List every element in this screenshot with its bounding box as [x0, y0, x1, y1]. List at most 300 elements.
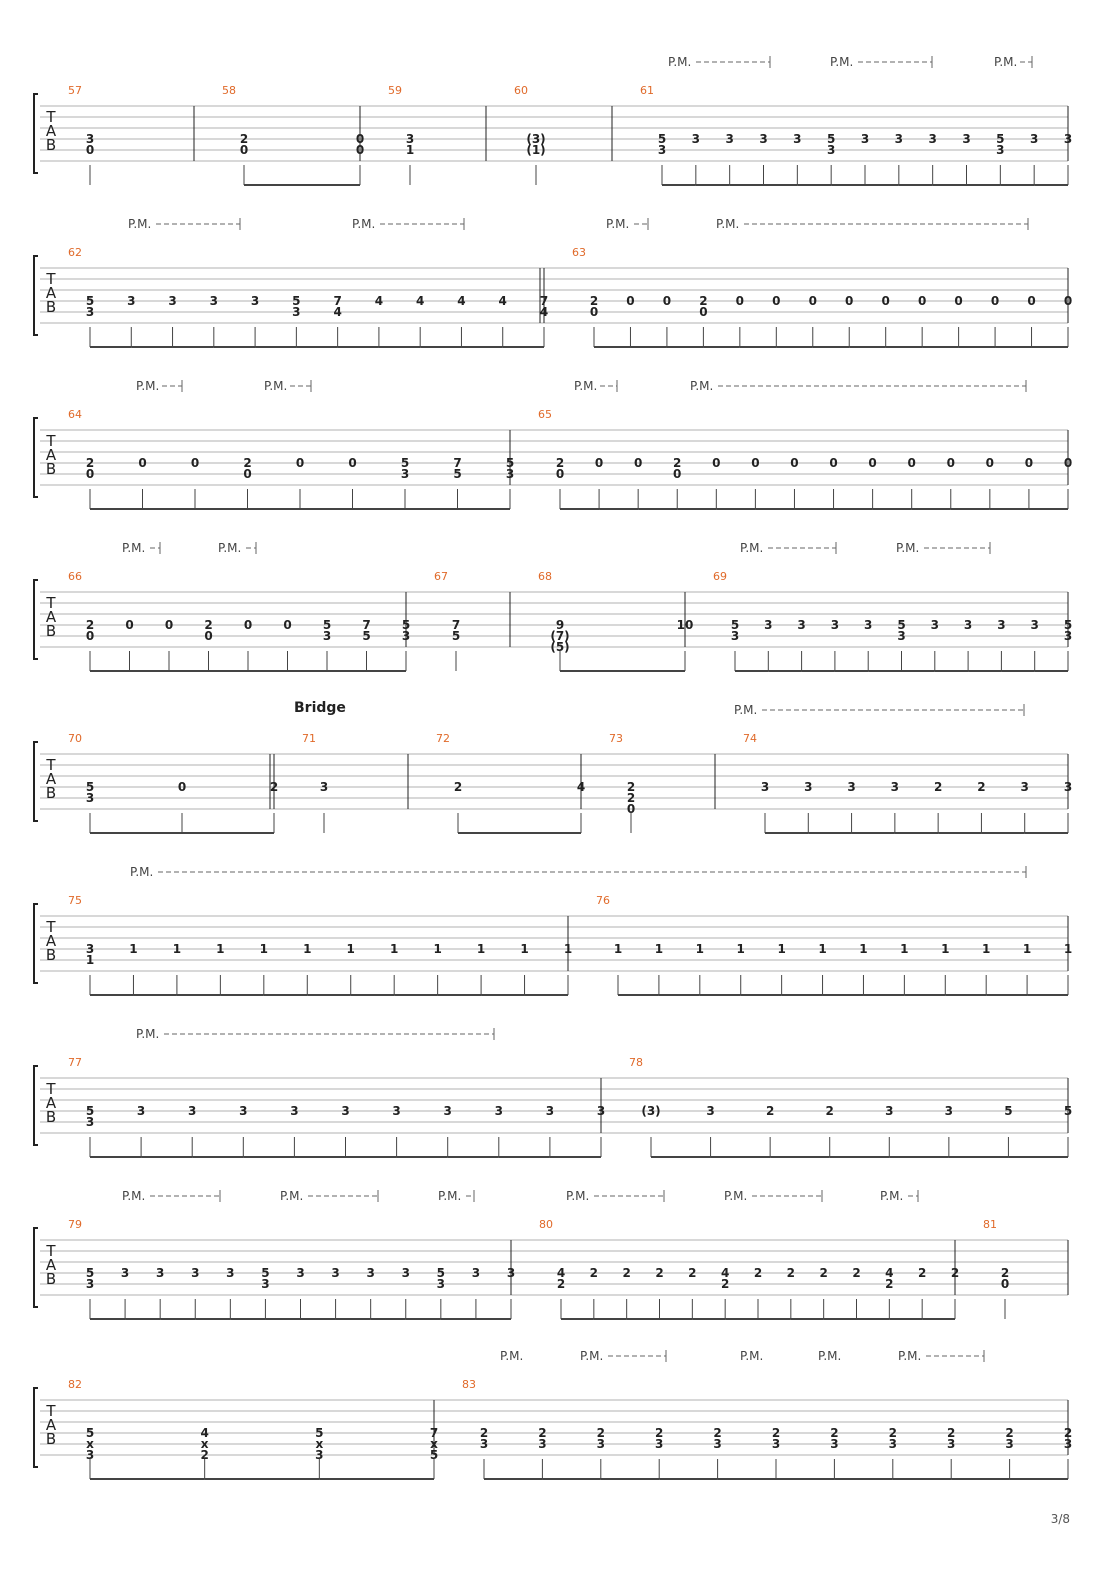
measure-number: 66	[68, 570, 82, 583]
fret-number: 2	[479, 1426, 489, 1440]
fret-number: 0	[699, 305, 708, 319]
measure-number: 61	[640, 84, 654, 97]
fret-number: 0	[633, 456, 643, 470]
fret-number: 0	[1027, 294, 1036, 308]
tab-clef-letter: T	[46, 1242, 56, 1260]
fret-number: 4	[720, 1266, 730, 1280]
measure-number: 78	[629, 1056, 643, 1069]
fret-number: 10	[676, 618, 694, 632]
fret-number: 2	[589, 1266, 599, 1280]
fret-number: 3	[860, 132, 870, 146]
measure-number: 83	[462, 1378, 476, 1391]
fret-number: 0	[845, 294, 854, 308]
measure-number: 82	[68, 1378, 82, 1391]
fret-number: 0	[125, 618, 134, 632]
fret-number: 1	[433, 942, 442, 956]
fret-number: 3	[1063, 780, 1073, 794]
fret-number: 3	[319, 780, 329, 794]
fret-number: 3	[471, 1266, 481, 1280]
fret-number: 7	[429, 1426, 439, 1440]
fret-number: 3	[85, 1115, 95, 1129]
fret-number: 5	[730, 618, 740, 632]
fret-number: 3	[730, 629, 740, 643]
fret-number: 0	[954, 294, 963, 308]
fret-number: 5	[826, 132, 836, 146]
fret-number: 3	[947, 1437, 956, 1451]
fret-number: 0	[555, 467, 565, 481]
fret-number: 1	[520, 942, 529, 956]
system-bracket	[34, 418, 38, 497]
fret-number: 3	[136, 1104, 146, 1118]
fret-number: 0	[164, 618, 174, 632]
fret-number: 3	[85, 305, 95, 319]
fret-number: 5	[85, 1104, 95, 1118]
fret-number: 3	[85, 132, 95, 146]
fret-number: 2	[269, 780, 279, 794]
fret-number: 3	[400, 467, 410, 481]
fret-number: 0	[868, 456, 877, 470]
palm-mute-label: P.M.	[740, 1349, 764, 1363]
fret-number: 3	[764, 618, 773, 632]
fret-number: 3	[890, 780, 900, 794]
fret-number: 0	[1063, 294, 1073, 308]
fret-number: 2	[1063, 1426, 1073, 1440]
fret-number: 2	[933, 780, 943, 794]
fret-number: 1	[818, 942, 827, 956]
fret-number: 5	[505, 456, 515, 470]
fret-number: 2	[556, 1277, 566, 1291]
fret-number: 3	[85, 1277, 95, 1291]
fret-number: 2	[888, 1426, 897, 1440]
fret-number: 1	[695, 942, 704, 956]
fret-number: 3	[436, 1277, 446, 1291]
palm-mute-label: P.M.	[500, 1349, 524, 1363]
fret-number: 3	[771, 1437, 781, 1451]
fret-number: 3	[657, 143, 667, 157]
fret-number: 3	[239, 1104, 248, 1118]
fret-number: 5	[1063, 618, 1073, 632]
fret-number: 0	[712, 456, 721, 470]
tab-clef-letter: A	[45, 1256, 57, 1274]
fret-number: 5	[85, 294, 95, 308]
fret-number: 2	[673, 456, 682, 470]
measure-number: 59	[388, 84, 402, 97]
measure-number: 57	[68, 84, 82, 97]
fret-number: 2	[771, 1426, 781, 1440]
system-bracket	[34, 94, 38, 173]
fret-number: 3	[888, 1437, 897, 1451]
fret-number: 3	[1063, 1437, 1073, 1451]
tab-system	[34, 379, 1072, 509]
fret-number: 3	[168, 294, 177, 308]
tab-clef-letter: A	[45, 770, 57, 788]
fret-number: 3	[963, 618, 973, 632]
fret-number: 0	[85, 467, 95, 481]
fret-number: 3	[127, 294, 136, 308]
fret-number: 2	[655, 1426, 664, 1440]
fret-number: 0	[881, 294, 890, 308]
fret-number: 2	[626, 780, 636, 794]
palm-mute-label: P.M.	[580, 1349, 604, 1363]
fret-number: 0	[177, 780, 187, 794]
fret-number: 2	[753, 1266, 763, 1280]
fret-number: 3	[897, 629, 906, 643]
tab-clef-letter: B	[45, 1430, 57, 1448]
fret-number: 4	[333, 305, 342, 319]
fret-number: 3	[188, 1104, 197, 1118]
fret-number: 2	[589, 294, 599, 308]
fret-number: 5	[85, 1426, 95, 1440]
measure-number: 68	[538, 570, 552, 583]
fret-number: 2	[1000, 1266, 1010, 1280]
fret-number: 0	[243, 467, 252, 481]
fret-number: 3	[331, 1266, 340, 1280]
page-number: 3/8	[1050, 1512, 1070, 1526]
measure-number: 73	[609, 732, 623, 745]
fret-number: 2	[947, 1426, 956, 1440]
fret-number: 3	[847, 780, 856, 794]
fret-number: 3	[706, 1104, 715, 1118]
fret-number: 3	[962, 132, 971, 146]
fret-number: 0	[917, 294, 927, 308]
palm-mute-label: P.M.	[606, 217, 630, 231]
palm-mute-label: P.M.	[724, 1189, 748, 1203]
fret-number: 3	[479, 1437, 489, 1451]
fret-number: 3	[155, 1266, 165, 1280]
fret-number: 3	[1020, 780, 1029, 794]
system-bracket	[34, 904, 38, 983]
measure-number: 79	[68, 1218, 82, 1231]
fret-number: x	[200, 1437, 209, 1451]
palm-mute-label: P.M.	[690, 379, 714, 393]
fret-number: 1	[736, 942, 745, 956]
fret-number: 3	[538, 1437, 547, 1451]
fret-number: 1	[259, 942, 268, 956]
tab-clef-letter: T	[46, 1080, 56, 1098]
fret-number: 0	[751, 456, 760, 470]
fret-number: 3	[944, 1104, 954, 1118]
tab-clef-letter: T	[46, 432, 56, 450]
fret-number: 3	[505, 467, 515, 481]
fret-number: 0	[790, 456, 799, 470]
fret-number: 3	[655, 1437, 664, 1451]
measure-number: 81	[983, 1218, 997, 1231]
fret-number: 4	[885, 1266, 894, 1280]
fret-number: 0	[1063, 456, 1073, 470]
fret-number: 0	[1024, 456, 1034, 470]
fret-number: 1	[777, 942, 786, 956]
fret-number: 0	[946, 456, 955, 470]
fret-number: 1	[216, 942, 225, 956]
fret-number: 5	[897, 618, 906, 632]
tab-clef-letter: T	[46, 918, 56, 936]
fret-number: 0	[990, 294, 1000, 308]
fret-number: x	[430, 1437, 438, 1451]
tab-clef-letter: A	[45, 1094, 57, 1112]
fret-number: 3	[366, 1266, 375, 1280]
fret-number: 2	[239, 132, 249, 146]
measure-number: 58	[222, 84, 236, 97]
palm-mute-label: P.M.	[668, 55, 692, 69]
fret-number: 1	[1022, 942, 1032, 956]
measure-number: 67	[434, 570, 448, 583]
palm-mute-label: P.M.	[130, 865, 154, 879]
fret-number: 3	[392, 1104, 401, 1118]
measure-number: 62	[68, 246, 82, 259]
fret-number: 5	[1004, 1104, 1013, 1118]
fret-number: 0	[673, 467, 682, 481]
measure-number: 76	[596, 894, 610, 907]
palm-mute-label: P.M.	[264, 379, 288, 393]
fret-number: 2	[720, 1277, 730, 1291]
tab-clef-letter: B	[45, 298, 57, 316]
fret-number: 5	[1063, 1104, 1073, 1118]
fret-number: 3	[85, 1448, 95, 1462]
tab-clef-letter: A	[45, 446, 57, 464]
fret-number: 7	[539, 294, 549, 308]
fret-number: 0	[808, 294, 817, 308]
fret-number: 3	[793, 132, 802, 146]
fret-number: 3	[804, 780, 813, 794]
fret-number: 0	[348, 456, 357, 470]
tab-clef-letter: A	[45, 932, 57, 950]
fret-number: 4	[200, 1426, 209, 1440]
fret-number: 3	[322, 629, 332, 643]
fret-number: 2	[885, 1277, 894, 1291]
fret-number: 1	[900, 942, 909, 956]
fret-number: 5	[657, 132, 667, 146]
palm-mute-label: P.M.	[566, 1189, 590, 1203]
palm-mute-label: P.M.	[898, 1349, 922, 1363]
measure-number: 70	[68, 732, 82, 745]
fret-number: 5	[322, 618, 332, 632]
tab-clef-letter: B	[45, 622, 57, 640]
fret-number: 3	[596, 1437, 605, 1451]
fret-number: 2	[977, 780, 986, 794]
fret-number: 3	[261, 1277, 270, 1291]
fret-number: 5	[401, 618, 411, 632]
fret-number: 1	[654, 942, 664, 956]
tab-clef-letter: B	[45, 1108, 57, 1126]
fret-number: 0	[907, 456, 916, 470]
fret-number: 4	[576, 780, 586, 794]
tab-clef-letter: B	[45, 136, 57, 154]
measure-number: 80	[539, 1218, 553, 1231]
fret-number: 7	[453, 456, 462, 470]
fret-number: 0	[243, 618, 253, 632]
fret-number: 0	[626, 802, 636, 816]
fret-number: 3	[713, 1437, 722, 1451]
fret-number: 2	[243, 456, 252, 470]
fret-number: 0	[626, 294, 635, 308]
tab-clef-letter: B	[45, 946, 57, 964]
palm-mute-label: P.M.	[280, 1189, 304, 1203]
fret-number: 7	[451, 618, 461, 632]
fret-number: 1	[476, 942, 486, 956]
fret-number: 4	[457, 294, 466, 308]
fret-number: 2	[819, 1266, 828, 1280]
tab-clef-letter: A	[45, 284, 57, 302]
palm-mute-label: P.M.	[880, 1189, 904, 1203]
tab-system	[34, 1189, 1068, 1319]
fret-number: 3	[296, 1266, 305, 1280]
fret-number: (3)	[526, 132, 546, 146]
fret-number: 0	[772, 294, 781, 308]
tab-clef-letter: A	[45, 608, 57, 626]
fret-number: 3	[826, 143, 836, 157]
fret-number: 1	[172, 942, 182, 956]
fret-number: 3	[894, 132, 904, 146]
fret-number: 3	[1063, 132, 1073, 146]
fret-number: 3	[405, 132, 415, 146]
fret-number: 4	[416, 294, 425, 308]
fret-number: 3	[725, 132, 734, 146]
fret-number: 9	[555, 618, 565, 632]
fret-number: 0	[138, 456, 147, 470]
fret-number: 2	[538, 1426, 547, 1440]
fret-number: 2	[453, 780, 463, 794]
section-label: Bridge	[294, 700, 346, 716]
fret-number: 1	[346, 942, 355, 956]
fret-number: 2	[950, 1266, 960, 1280]
fret-number: 0	[1000, 1277, 1010, 1291]
fret-number: 2	[825, 1104, 834, 1118]
fret-number: 4	[539, 305, 549, 319]
fret-number: 5	[292, 294, 301, 308]
measure-number: 63	[572, 246, 586, 259]
fret-number: 0	[829, 456, 838, 470]
fret-number: 1	[405, 143, 415, 157]
fret-number: 0	[594, 456, 604, 470]
system-bracket	[34, 580, 38, 659]
tab-clef-letter: A	[45, 1416, 57, 1434]
fret-number: 3	[292, 305, 301, 319]
fret-number: 3	[494, 1104, 503, 1118]
fret-number: 3	[596, 1104, 606, 1118]
measure-number: 72	[436, 732, 450, 745]
tab-system	[34, 217, 1072, 347]
fret-number: 3	[506, 1266, 516, 1280]
fret-number: (3)	[641, 1104, 661, 1118]
fret-number: 2	[555, 456, 565, 470]
measure-number: 75	[68, 894, 82, 907]
fret-number: 1	[563, 942, 573, 956]
tab-clef-letter: T	[46, 108, 56, 126]
fret-number: 3	[830, 1437, 839, 1451]
palm-mute-label: P.M.	[994, 55, 1018, 69]
palm-mute-label: P.M.	[136, 1027, 160, 1041]
fret-number: 2	[204, 618, 213, 632]
fret-number: 2	[830, 1426, 839, 1440]
fret-number: 5	[362, 629, 371, 643]
measure-number: 69	[713, 570, 727, 583]
fret-number: 0	[190, 456, 200, 470]
tab-clef-letter: T	[46, 1402, 56, 1420]
fret-number: x	[86, 1437, 94, 1451]
system-bracket	[34, 256, 38, 335]
fret-number: 3	[290, 1104, 299, 1118]
fret-number: 3	[1063, 629, 1073, 643]
fret-number: 3	[1005, 1437, 1014, 1451]
fret-number: 3	[250, 294, 260, 308]
fret-number: 3	[226, 1266, 235, 1280]
fret-number: 2	[786, 1266, 796, 1280]
fret-number: 0	[283, 618, 292, 632]
tab-system	[34, 55, 1072, 185]
palm-mute-label: P.M.	[734, 703, 758, 717]
system-bracket	[34, 742, 38, 821]
fret-number: 2	[626, 791, 636, 805]
fret-number: 5	[315, 1426, 324, 1440]
measure-number: 77	[68, 1056, 82, 1069]
palm-mute-label: P.M.	[740, 541, 764, 555]
fret-number: 0	[662, 294, 672, 308]
fret-number: 3	[341, 1104, 350, 1118]
fret-number: 1	[303, 942, 312, 956]
fret-number: 5	[85, 780, 95, 794]
fret-number: 0	[355, 143, 365, 157]
palm-mute-label: P.M.	[122, 541, 146, 555]
fret-number: 3	[930, 618, 939, 632]
fret-number: 2	[765, 1104, 775, 1118]
fret-number: 5	[436, 1266, 446, 1280]
fret-number: 3	[120, 1266, 130, 1280]
fret-number: 3	[830, 618, 840, 632]
fret-number: 7	[333, 294, 342, 308]
fret-number: 1	[85, 953, 95, 967]
fret-number: 2	[85, 618, 95, 632]
fret-number: 2	[655, 1266, 664, 1280]
tab-system	[34, 865, 1072, 995]
fret-number: x	[315, 1437, 324, 1451]
fret-number: 7	[362, 618, 371, 632]
measure-number: 60	[514, 84, 528, 97]
fret-number: 4	[556, 1266, 566, 1280]
tab-clef-letter: B	[45, 784, 57, 802]
fret-number: 3	[209, 294, 218, 308]
fret-number: 1	[941, 942, 950, 956]
palm-mute-label: P.M.	[218, 541, 242, 555]
tab-system	[34, 1027, 1072, 1157]
tab-clef-letter: T	[46, 270, 56, 288]
fret-number: 0	[589, 305, 599, 319]
palm-mute-label: P.M.	[818, 1349, 842, 1363]
fret-number: 5	[85, 1266, 95, 1280]
system-bracket	[34, 1066, 38, 1145]
fret-number: 3	[885, 1104, 894, 1118]
tab-clef-letter: T	[46, 594, 56, 612]
fret-number: 3	[1030, 618, 1039, 632]
fret-number: 3	[997, 618, 1006, 632]
fret-number: 1	[859, 942, 868, 956]
fret-number: 2	[852, 1266, 861, 1280]
fret-number: 2	[200, 1448, 209, 1462]
system-bracket	[34, 1388, 38, 1467]
fret-number: 3	[691, 132, 701, 146]
fret-number: 3	[85, 791, 95, 805]
fret-number: 0	[735, 294, 745, 308]
fret-number: 0	[985, 456, 995, 470]
tab-clef-letter: B	[45, 1270, 57, 1288]
fret-number: 3	[797, 618, 806, 632]
fret-number: 2	[622, 1266, 631, 1280]
tab-system	[34, 541, 1072, 671]
fret-number: 5	[400, 456, 410, 470]
tab-system	[34, 703, 1072, 833]
fret-number: (1)	[526, 143, 546, 157]
fret-number: 3	[443, 1104, 452, 1118]
measure-number: 64	[68, 408, 82, 421]
